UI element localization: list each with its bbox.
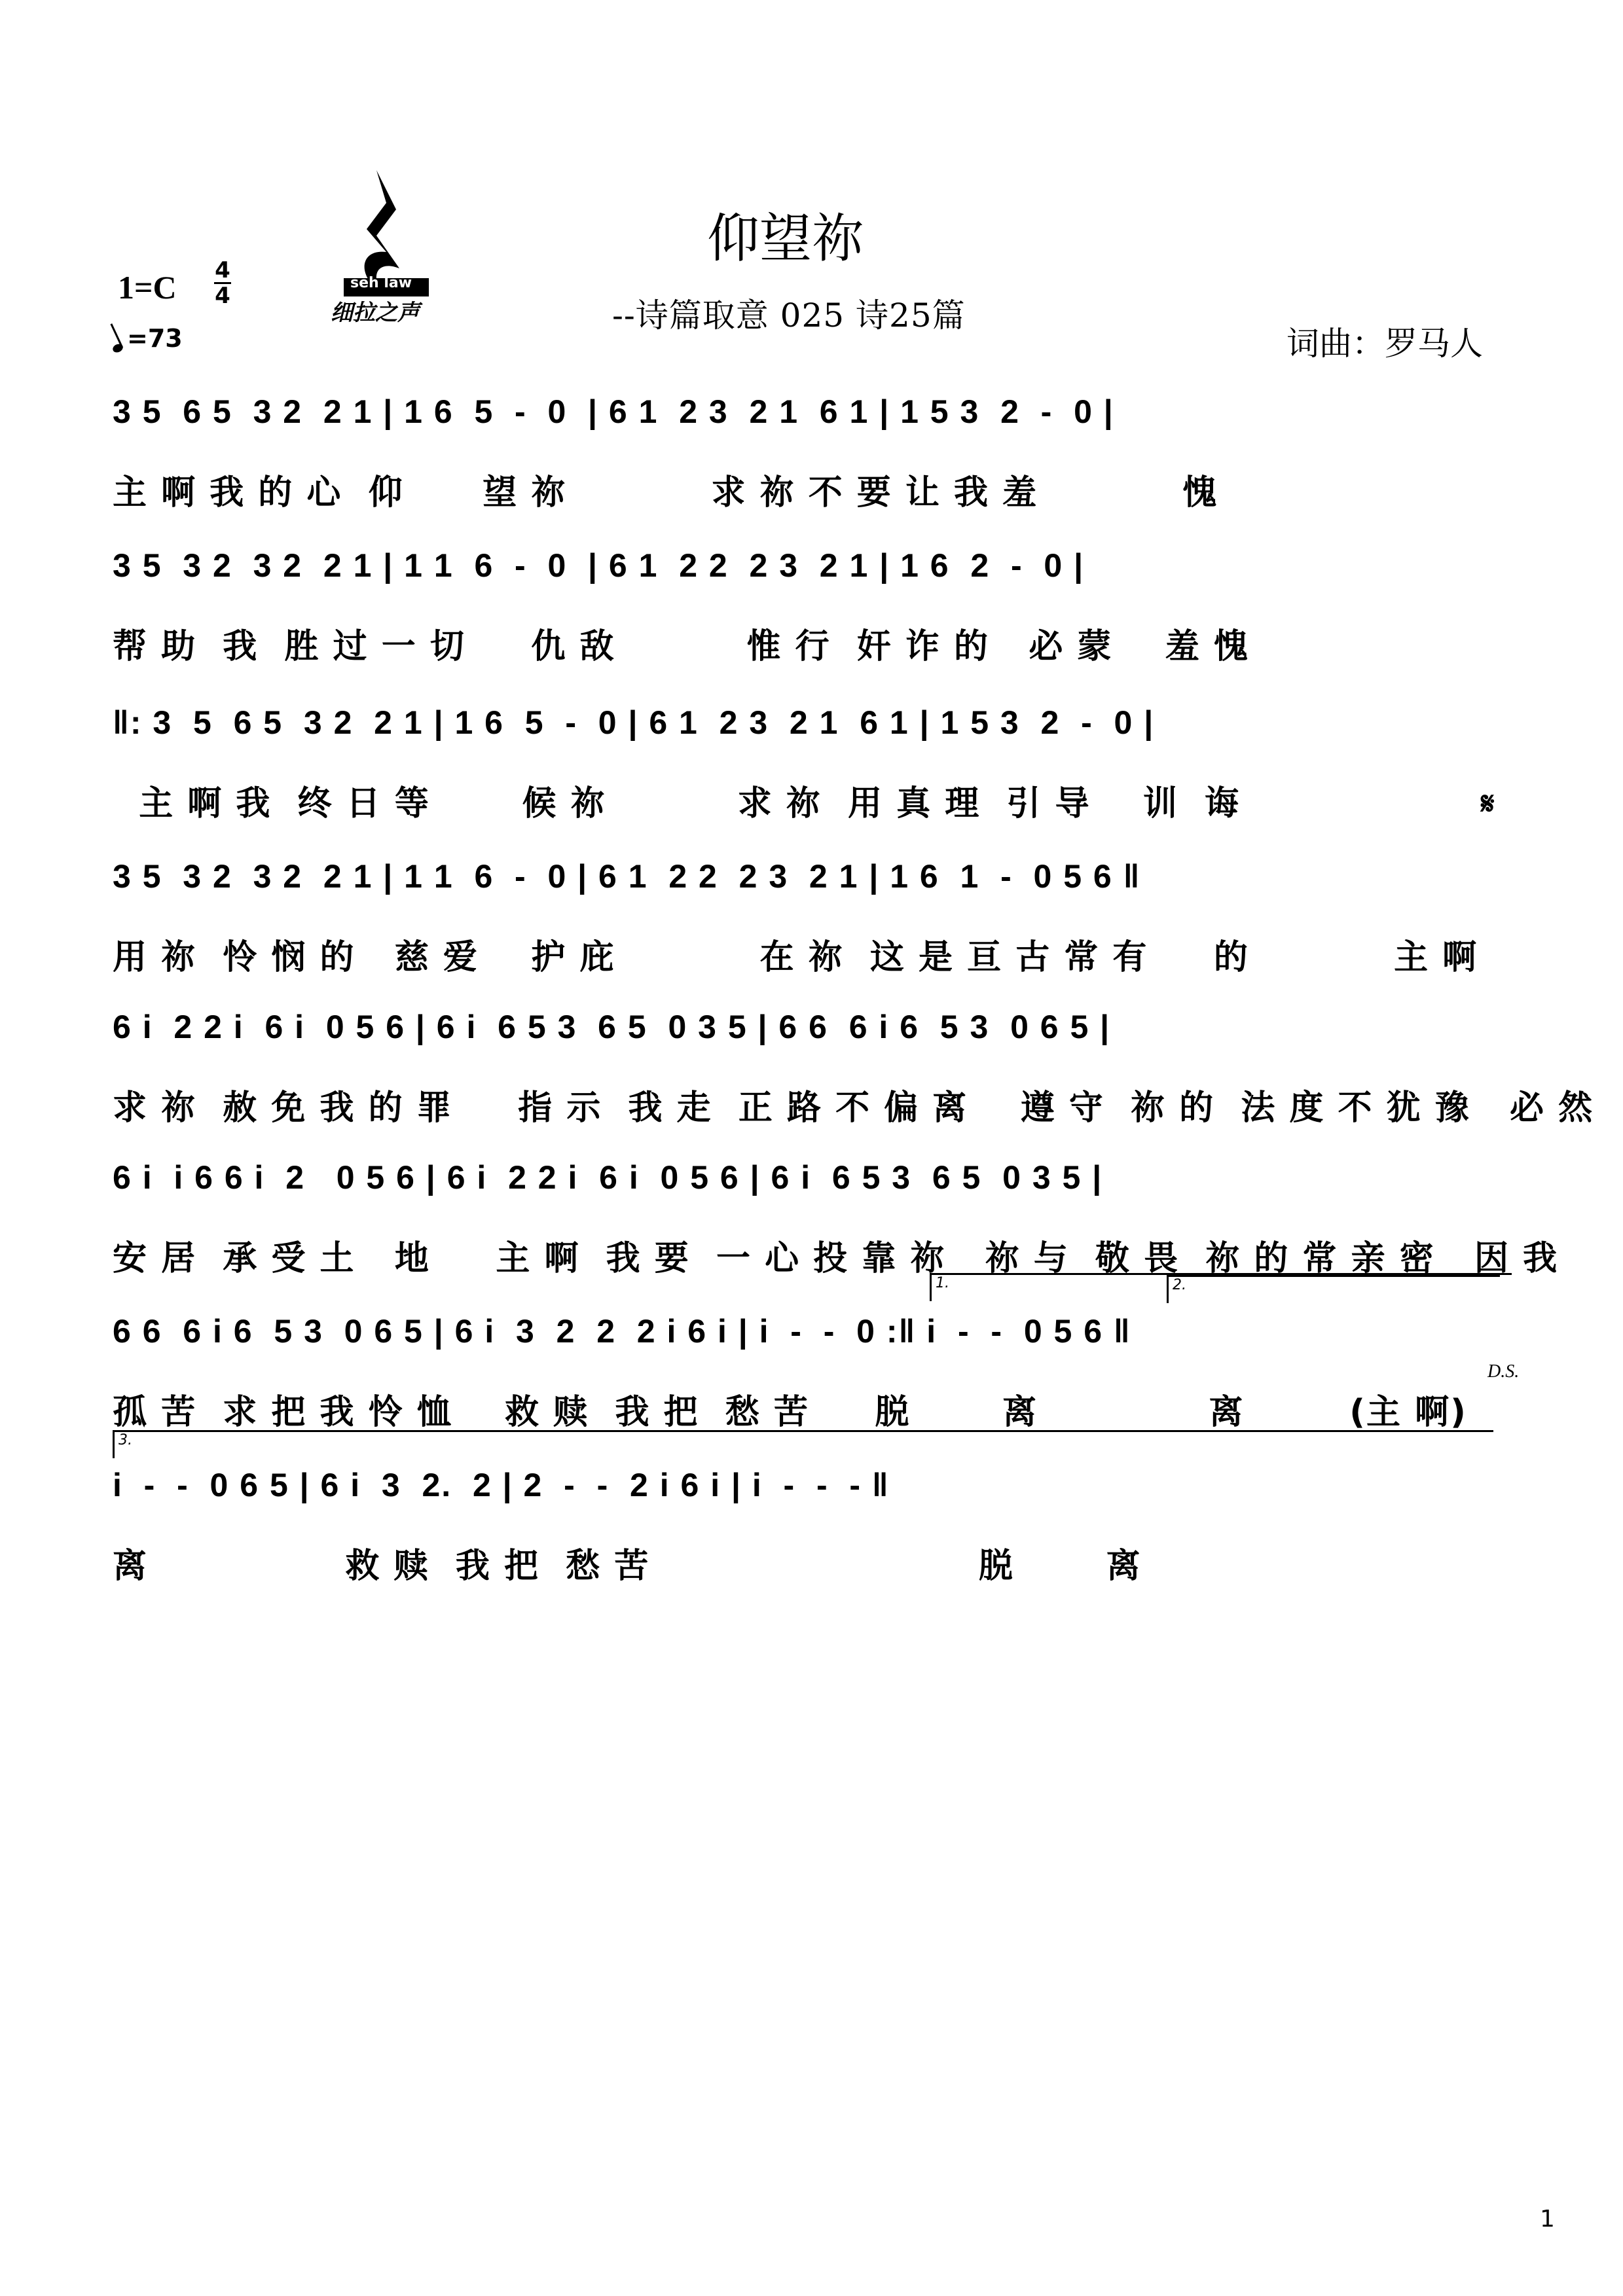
notation-line-5: 6 i 2 2 i 6 i 0 5 6 | 6 i 6 5 3 6 5 0 3 5 | 6 6 6 i 6 5 3 0 6 5 | bbox=[113, 1009, 1111, 1045]
logo-label: seh law bbox=[350, 275, 412, 291]
page-title: 仰望祢 bbox=[707, 208, 864, 269]
time-signature bbox=[213, 259, 232, 308]
ending-3-bracket: 3. bbox=[113, 1430, 1493, 1458]
notation-line-7: 6 6 6 i 6 5 3 0 6 5 | 6 i 3 2 2 2 i 6 i | i - - 0 :‖ i - - 0 5 6 ‖ bbox=[113, 1313, 1131, 1350]
logo-text: 细拉之声 bbox=[331, 300, 420, 326]
segno-sign: 𝄋 bbox=[1481, 785, 1495, 822]
lyric-line-6: 安 居 承 受 土 地 主 啊 我 要 一 心 投 靠 祢 祢 与 敬 畏 祢 的 常 亲 密 因 我 bbox=[113, 1239, 1559, 1278]
notation-line-2: 3 5 3 2 3 2 2 1 | 1 1 6 - 0 | 6 1 2 2 2 3 2 1 | 1 6 2 - 0 | bbox=[113, 547, 1085, 584]
lyric-line-4: 用 祢 怜 悯 的 慈 爱 护 庇 在 祢 这 是 亘 古 常 有 的 主 啊 bbox=[113, 938, 1478, 977]
ds-marker: D.S. bbox=[1487, 1361, 1520, 1382]
page-subtitle: --诗篇取意 025 诗25篇 bbox=[612, 296, 966, 334]
lyric-line-5: 求 祢 赦 免 我 的 罪 指 示 我 走 正 路 不 偏 离 遵 守 祢 的 法 度 不 犹 豫 必 然 bbox=[113, 1088, 1594, 1128]
key-signature: 1=C bbox=[118, 269, 177, 306]
notation-line-8: i - - 0 6 5 | 6 i 3 2. 2 | 2 - - 2 i 6 i | i - - - ‖ bbox=[113, 1467, 890, 1503]
ending-2-bracket: 2. bbox=[1167, 1275, 1500, 1303]
page-number: 1 bbox=[1540, 2206, 1555, 2233]
time-sig-top: 4 bbox=[215, 257, 230, 283]
lyric-line-7: 孤 苦 求 把 我 怜 恤 救 赎 我 把 愁 苦 脱 离 离 (主 啊) bbox=[113, 1393, 1467, 1432]
quarter-note-icon bbox=[111, 342, 124, 354]
notation-line-6: 6 i i 6 6 i 2 0 5 6 | 6 i 2 2 i 6 i 0 5 6 | 6 i 6 5 3 6 5 0 3 5 | bbox=[113, 1159, 1103, 1196]
credits: 词曲：罗马人 bbox=[1286, 325, 1483, 363]
notation-line-4: 3 5 3 2 3 2 2 1 | 1 1 6 - 0 | 6 1 2 2 2 3 2 1 | 1 6 1 - 0 5 6 ‖ bbox=[113, 858, 1141, 895]
lyric-line-1: 主 啊 我 的 心 仰 望 祢 求 祢 不 要 让 我 羞 愧 bbox=[113, 473, 1218, 512]
time-sig-bottom: 4 bbox=[215, 283, 230, 309]
lyric-line-3: 主 啊 我 终 日 等 候 祢 求 祢 用 真 理 引 导 训 诲 bbox=[113, 784, 1241, 823]
lyric-line-2: 帮 助 我 胜 过 一 切 仇 敌 惟 行 奸 诈 的 必 蒙 羞 愧 bbox=[113, 627, 1249, 666]
notation-line-1: 3 5 6 5 3 2 2 1 | 1 6 5 - 0 | 6 1 2 3 2 1 6 1 | 1 5 3 2 - 0 | bbox=[113, 393, 1114, 430]
tempo-value: =73 bbox=[127, 324, 183, 353]
lyric-line-8: 离 救 赎 我 把 愁 苦 脱 离 bbox=[113, 1547, 1142, 1586]
ending-1-bracket: 1. bbox=[930, 1273, 1512, 1301]
notation-line-3: ‖: 3 5 6 5 3 2 2 1 | 1 6 5 - 0 | 6 1 2 3 2 1 6 1 | 1 5 3 2 - 0 | bbox=[113, 704, 1155, 741]
tempo-marking bbox=[113, 324, 183, 353]
